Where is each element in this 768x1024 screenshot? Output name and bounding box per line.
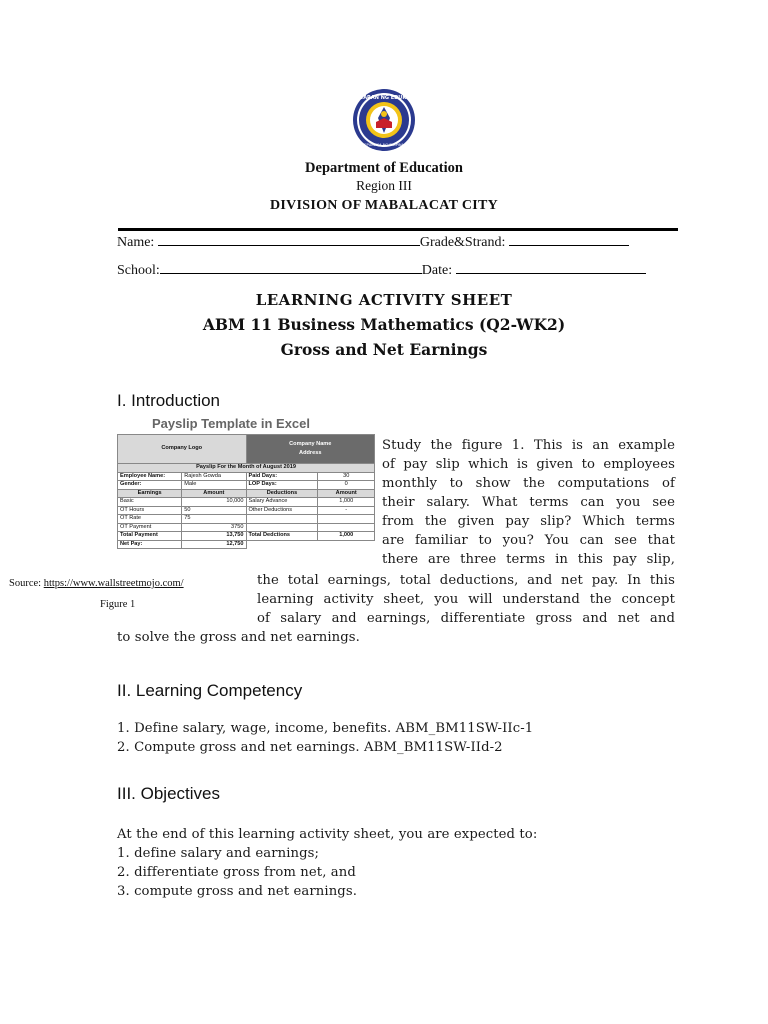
payslip-company-name: Company Name [289, 441, 332, 447]
region-name: Region III [356, 178, 412, 193]
sheet-title: LEARNING ACTIVITY SHEET [255, 291, 513, 309]
payslip-cell: Rajesh Gowda [182, 472, 246, 481]
competency-list [117, 719, 533, 757]
payslip-cell: OT Rate [118, 515, 182, 524]
grade-field[interactable] [509, 233, 629, 246]
source-label: Source: [9, 578, 42, 589]
payslip-cell: OT Payment [118, 523, 182, 532]
objectives-intro: At the end of this learning activity sheet, you are expected to: [117, 827, 538, 842]
payslip-cell: 12,750 [182, 540, 246, 549]
list-item: 3. compute gross and net earnings. [117, 884, 358, 899]
text-line: Study the figure 1. This is an example [382, 438, 675, 453]
text-line: learning activity sheet, you will understand the concept [257, 592, 675, 607]
grade-label: Grade&Strand: [419, 235, 506, 250]
payslip-cell [318, 540, 375, 549]
school-row [117, 261, 646, 279]
payslip-cell: Paid Days: [246, 472, 318, 481]
deped-seal [342, 88, 426, 152]
payslip-cell: Total Dedctions [246, 532, 318, 541]
payslip-cell: Net Pay: [118, 540, 182, 549]
payslip-cell: Amount [318, 489, 375, 498]
payslip-cell: 0 [318, 481, 375, 490]
payslip-figure [117, 434, 375, 549]
payslip-cell [318, 515, 375, 524]
list-item: 1. define salary and earnings; [117, 846, 320, 861]
payslip-cell: Gender: [118, 481, 182, 490]
topic-title: Gross and Net Earnings [280, 340, 488, 359]
text-line: are familiar to you? You can see that [382, 533, 675, 548]
payslip-cell: Amount [182, 489, 246, 498]
payslip-cell: 1,000 [318, 532, 375, 541]
intro-cont-text [257, 571, 675, 628]
header-divider [118, 228, 678, 231]
payslip-cell: Basic [118, 498, 182, 507]
payslip-cell [246, 515, 318, 524]
list-item: 1. Define salary, wage, income, benefits. ABM_BM11SW-IIc-1 [117, 721, 534, 736]
payslip-logo: Company Logo [118, 435, 247, 464]
payslip-cell: Male [182, 481, 246, 490]
text-line: monthly to show the computations of [382, 476, 675, 491]
payslip-cell: Deductions [246, 489, 318, 498]
payslip-cell: LOP Days: [246, 481, 318, 490]
payslip-cell: Employee Name: [118, 472, 182, 481]
svg-text:KAGAWARAN NG EDUKASYON: KAGAWARAN NG EDUKASYON [342, 95, 426, 101]
school-label: School: [117, 263, 160, 278]
payslip-period: Payslip For the Month of August 2019 [118, 464, 375, 473]
department-name: Department of Education [305, 160, 463, 176]
name-label: Name: [117, 235, 155, 250]
objectives-text [117, 825, 537, 901]
figure-source [9, 578, 184, 589]
intro-heading: I. Introduction [117, 391, 221, 410]
payslip-cell: 1,000 [318, 498, 375, 507]
text-line: the total earnings, total deductions, and net pay. In this [257, 573, 675, 588]
source-link[interactable]: https://www.wallstreetmojo.com/ [43, 578, 184, 589]
payslip-cell: 13,750 [182, 532, 246, 541]
text-line: of salary and earnings, differentiate gross and net and [257, 611, 675, 626]
figure-caption: Figure 1 [100, 599, 136, 610]
name-field[interactable] [158, 233, 420, 246]
payslip-cell: Earnings [118, 489, 182, 498]
payslip-cell: - [318, 506, 375, 515]
list-item: 2. Compute gross and net earnings. ABM_BM11SW-IId-2 [117, 740, 503, 755]
text-line: their salary. What terms can you see [382, 495, 675, 510]
objectives-heading: III. Objectives [117, 784, 220, 803]
payslip-cell: Total Payment [118, 532, 182, 541]
figure-title: Payslip Template in Excel [152, 416, 310, 431]
intro-last-line: to solve the gross and net earnings. [117, 630, 360, 645]
svg-text:REPUBLIKA NG PILIPINAS: REPUBLIKA NG PILIPINAS [361, 143, 407, 147]
list-item: 2. differentiate gross from net, and [117, 865, 356, 880]
text-line: from the given pay slip? Which terms [382, 514, 675, 529]
text-line: of pay slip which is given to employees [382, 457, 675, 472]
payslip-cell: 3750 [182, 523, 246, 532]
payslip-cell [246, 523, 318, 532]
payslip-cell: 10,000 [182, 498, 246, 507]
date-field[interactable] [456, 261, 646, 274]
payslip-cell: 30 [318, 472, 375, 481]
division-name: DIVISION OF MABALACAT CITY [269, 198, 499, 213]
subject-title: ABM 11 Business Mathematics (Q2-WK2) [202, 315, 566, 334]
intro-side-text [382, 436, 675, 569]
date-label: Date: [421, 263, 453, 278]
text-line: there are three terms in this pay slip, [382, 552, 675, 567]
payslip-cell [246, 540, 318, 549]
school-field[interactable] [160, 261, 422, 274]
payslip-company [246, 435, 375, 464]
payslip-cell [318, 523, 375, 532]
payslip-cell: 50 [182, 506, 246, 515]
payslip-cell: 75 [182, 515, 246, 524]
payslip-cell: OT Hours [118, 506, 182, 515]
competency-heading: II. Learning Competency [117, 681, 303, 700]
payslip-address: Address [299, 450, 322, 456]
name-row [117, 233, 629, 251]
payslip-cell: Other Deductions [246, 506, 318, 515]
payslip-cell: Salary Advance [246, 498, 318, 507]
